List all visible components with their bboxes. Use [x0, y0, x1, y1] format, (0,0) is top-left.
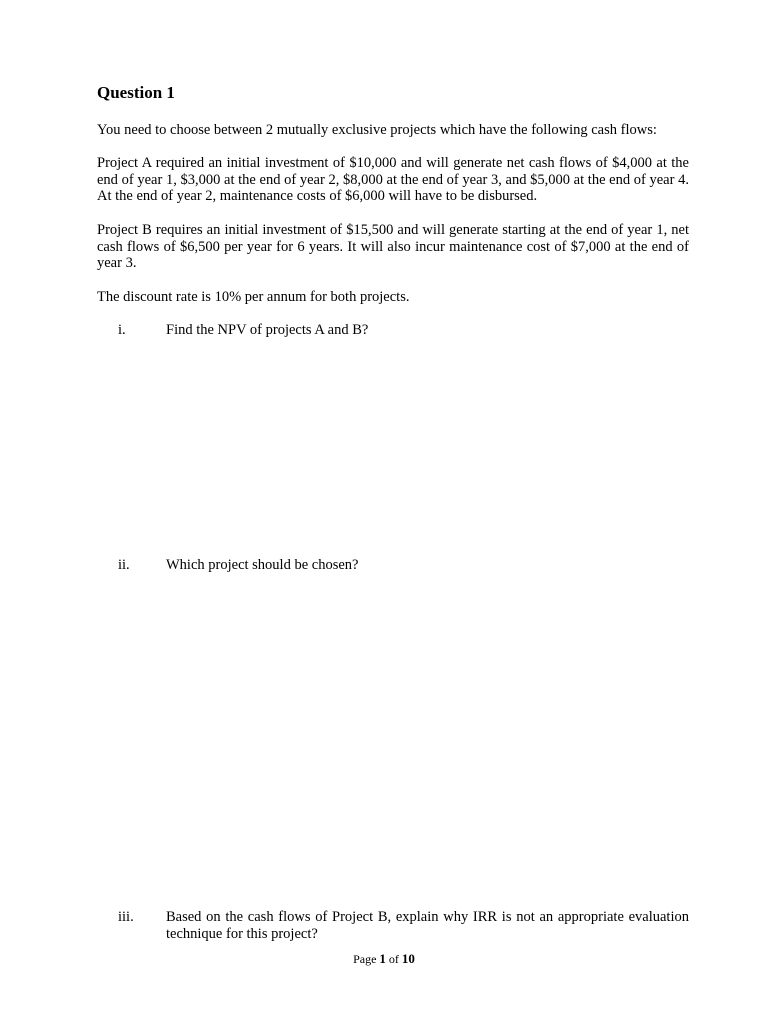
- question-number: ii.: [118, 557, 130, 573]
- footer-current-page: 1: [379, 951, 386, 966]
- page-footer: [0, 951, 768, 967]
- question-heading: Question 1: [97, 83, 175, 102]
- discount-rate-paragraph: The discount rate is 10% per annum for both projects.: [97, 289, 410, 305]
- question-text: Which project should be chosen?: [166, 557, 359, 573]
- question-number: iii.: [118, 909, 134, 925]
- intro-paragraph: You need to choose between 2 mutually exclusive projects which have the following cash flows:: [97, 122, 657, 138]
- footer-total-pages: 10: [401, 951, 415, 966]
- project-b-paragraph: Project B requires an initial investment of $15,500 and will generate starting at the end of year 1, net cash flows of $6,500 per year for 6 years. It will also incur maintenance cost of $7,000 at the end of year 3.: [97, 222, 689, 271]
- project-a-paragraph: Project A required an initial investment of $10,000 and will generate net cash flows of $4,000 at the end of year 1, $3,000 at the end of year 2, $8,000 at the end of year 3, and $5,000 at the end of year 4. At the end of year 2, maintenance costs of $6,000 will have to be disbursed.: [97, 155, 689, 204]
- question-number: i.: [118, 322, 126, 338]
- question-text: Based on the cash flows of Project B, explain why IRR is not an appropriate evaluation technique for this project?: [166, 909, 689, 942]
- question-text: Find the NPV of projects A and B?: [166, 322, 369, 338]
- footer-page-word: Page: [353, 952, 377, 966]
- footer-of-word: of: [388, 952, 399, 966]
